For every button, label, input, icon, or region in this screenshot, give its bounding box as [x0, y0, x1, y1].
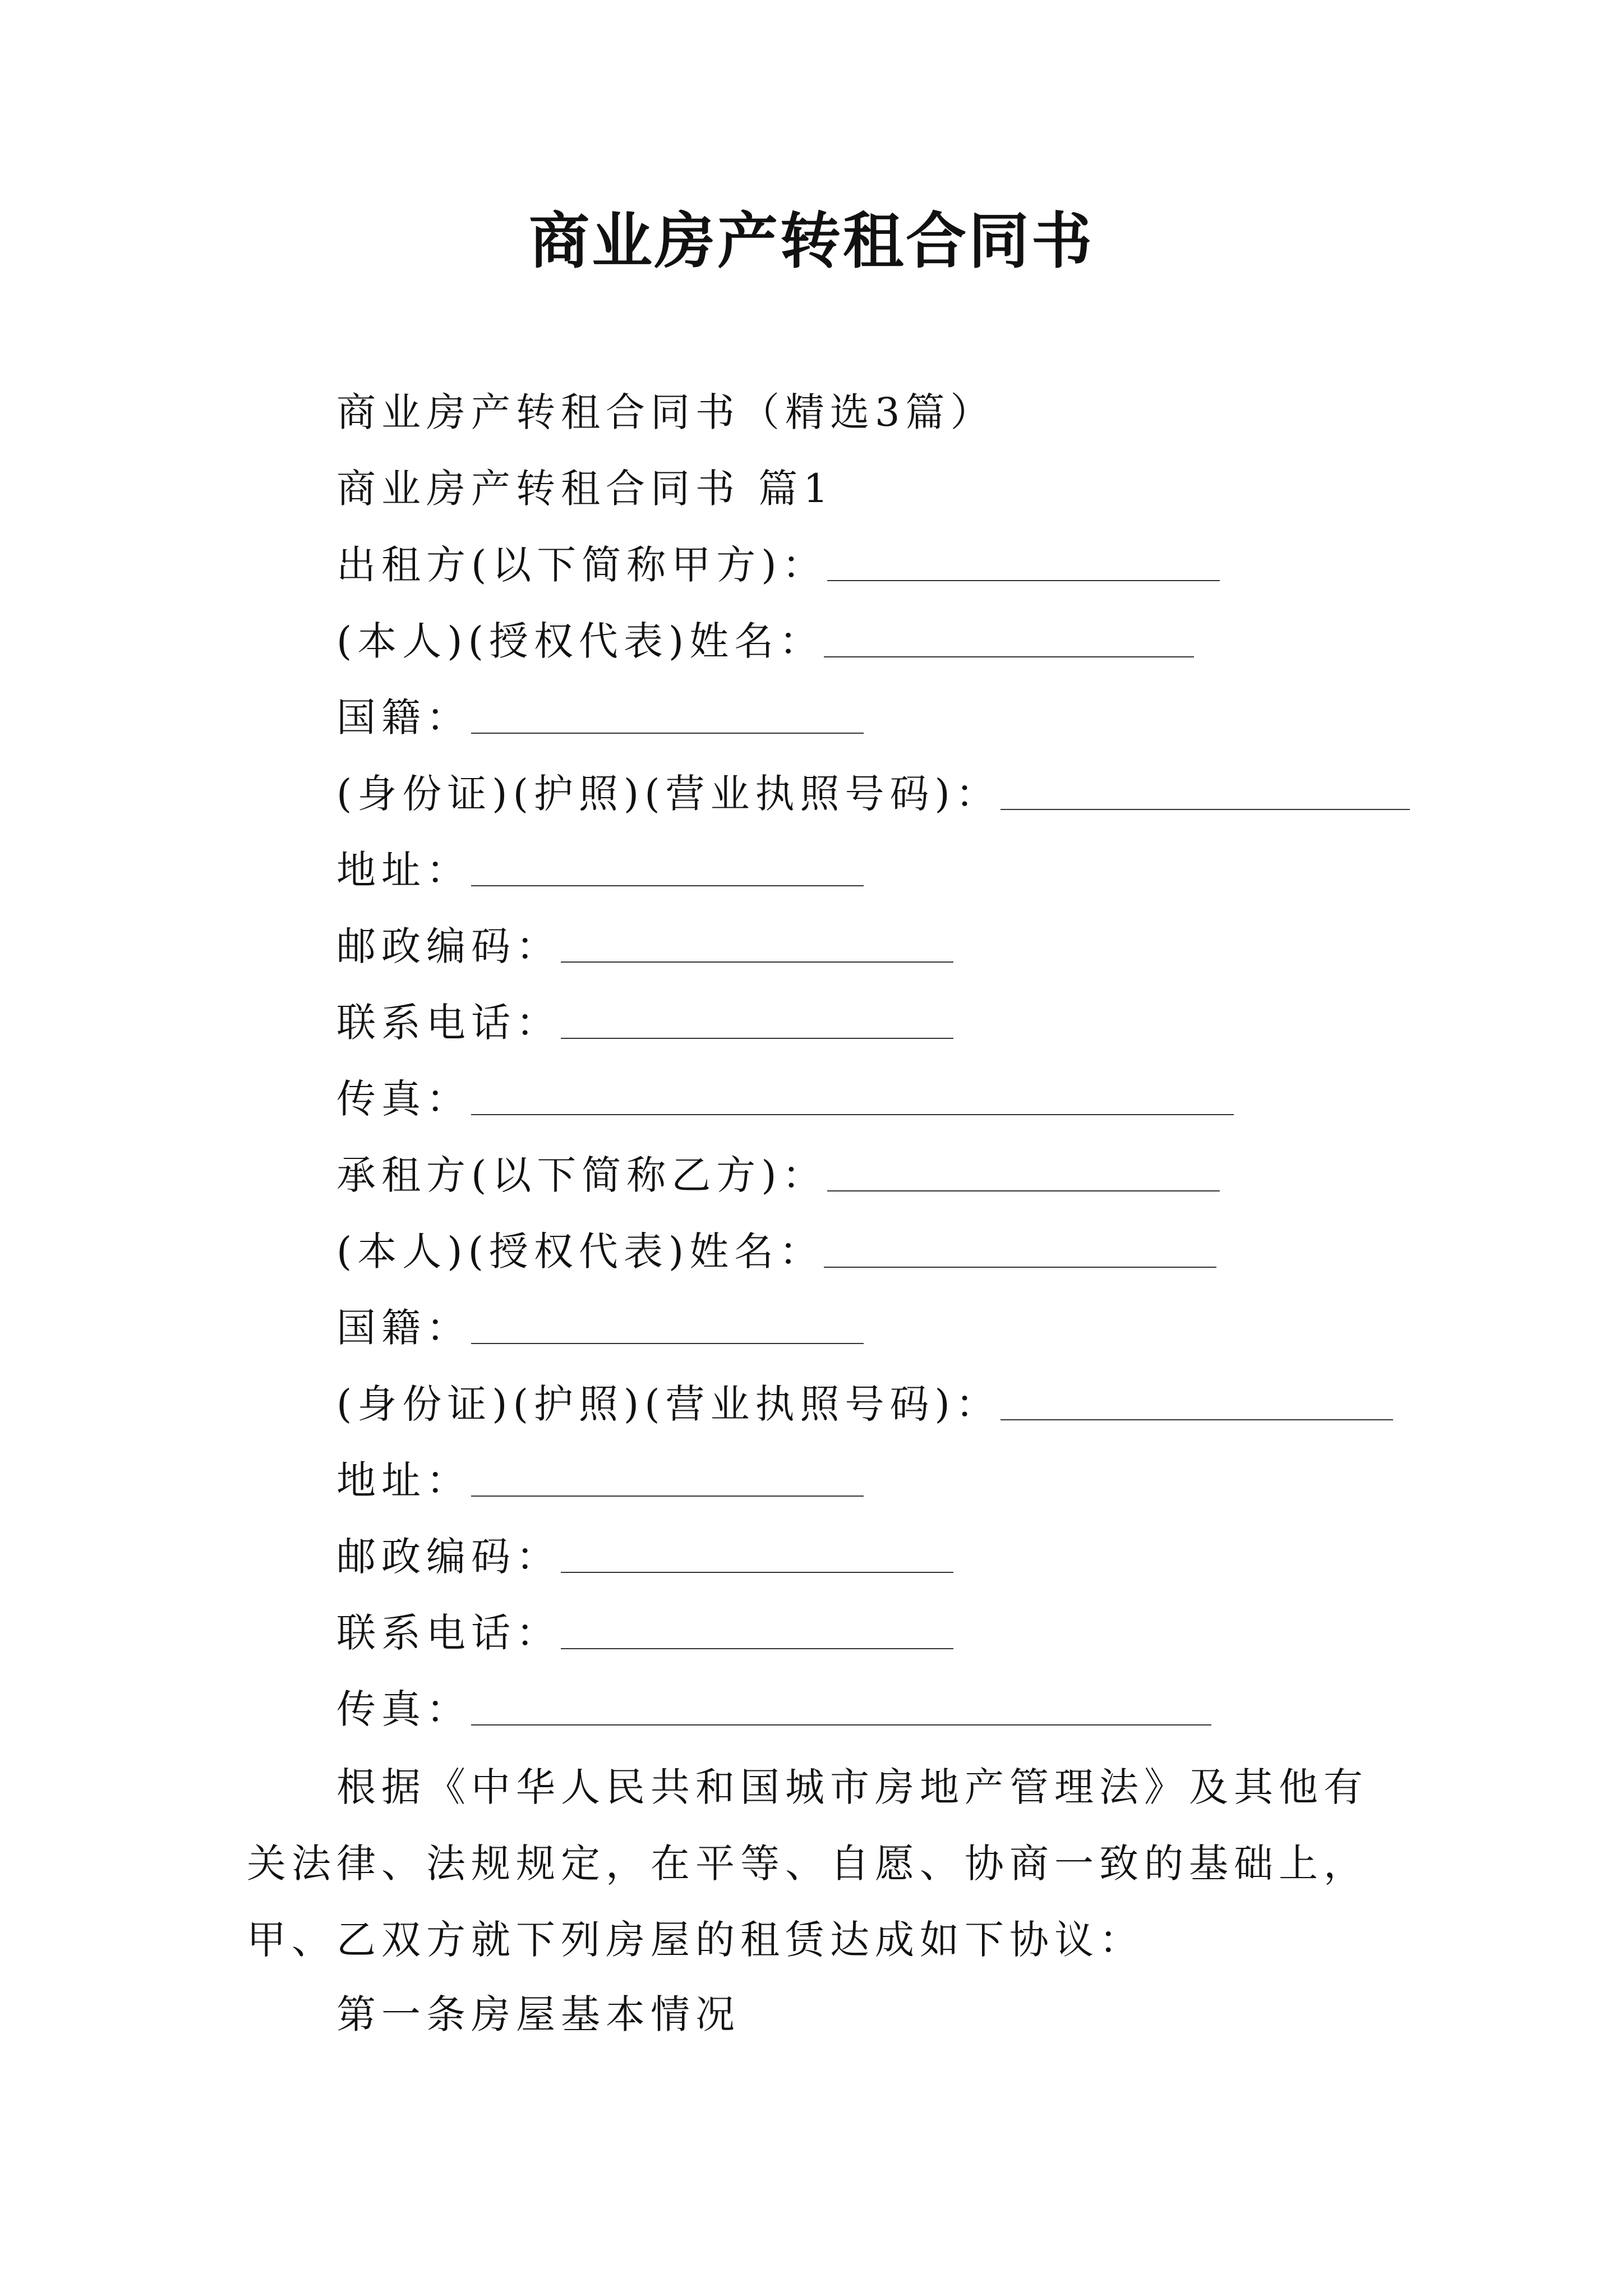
lessee-party-field [336, 1144, 1220, 1206]
lessee-party-label: 承租方(以下简称乙方)： [336, 1152, 827, 1198]
lessee-fax-blank[interactable] [471, 1724, 1211, 1726]
lessee-phone-blank[interactable] [561, 1648, 953, 1649]
lessee-fax-field [336, 1678, 1211, 1740]
lessor-phone-label: 联系电话： [336, 1000, 561, 1046]
lessee-postcode-field [336, 1526, 953, 1588]
lessor-postcode-blank[interactable] [561, 961, 953, 963]
lessee-party-blank[interactable] [827, 1190, 1220, 1191]
document-title: 商业房产转租合同书 [528, 206, 1094, 277]
lessee-postcode-blank[interactable] [561, 1572, 953, 1573]
lessor-name-blank[interactable] [824, 656, 1194, 657]
document-subtitle: 商业房产转租合同书（精选3篇） [336, 389, 995, 435]
lessee-nationality-blank[interactable] [471, 1343, 864, 1344]
lessor-nationality-field [336, 687, 864, 748]
lessor-nationality-label: 国籍： [336, 694, 471, 740]
lessee-address-field [336, 1450, 864, 1511]
lessor-id-field [336, 763, 1410, 825]
lessor-fax-field [336, 1068, 1234, 1130]
lessee-phone-field [336, 1602, 953, 1664]
lessee-address-blank[interactable] [471, 1496, 864, 1497]
lessee-phone-label: 联系电话： [336, 1610, 561, 1656]
lessee-name-blank[interactable] [824, 1267, 1216, 1268]
preamble-paragraph: 根据《中华人民共和国城市房地产管理法》及其他有关法律、法规规定，在平等、自愿、协商一致的基础上，甲、乙双方就下列房屋的租赁达成如下协议： [247, 1764, 1368, 1963]
lessor-address-label: 地址： [336, 847, 471, 893]
lessor-nationality-blank[interactable] [471, 733, 864, 734]
lessor-name-field [336, 610, 1194, 672]
lessor-name-label: (本人)(授权代表)姓名： [336, 618, 824, 664]
lessee-id-label: (身份证)(护照)(营业执照号码)： [336, 1381, 1000, 1427]
article-1-heading: 第一条房屋基本情况 [336, 1991, 740, 2037]
lessor-id-blank[interactable] [1000, 809, 1410, 810]
lessor-party-label: 出租方(以下简称甲方)： [336, 542, 827, 588]
lessee-nationality-field [336, 1297, 864, 1359]
lessor-party-blank[interactable] [827, 580, 1220, 581]
lessee-name-label: (本人)(授权代表)姓名： [336, 1228, 824, 1274]
lessor-fax-label: 传真： [336, 1076, 471, 1122]
lessor-phone-blank[interactable] [561, 1038, 953, 1039]
lessor-phone-field [336, 992, 953, 1053]
lessor-address-blank[interactable] [471, 885, 864, 886]
section-heading: 商业房产转租合同书 篇1 [336, 466, 834, 512]
lessor-postcode-label: 邮政编码： [336, 923, 561, 969]
lessor-party-field [336, 534, 1220, 596]
lessor-postcode-field [336, 915, 953, 977]
lessor-address-field [336, 839, 864, 901]
lessor-id-label: (身份证)(护照)(营业执照号码)： [336, 771, 1000, 817]
lessee-nationality-label: 国籍： [336, 1305, 471, 1351]
lessee-id-field [336, 1373, 1393, 1435]
lessee-name-field [336, 1221, 1216, 1282]
lessee-address-label: 地址： [336, 1457, 471, 1503]
lessee-id-blank[interactable] [1000, 1419, 1393, 1420]
lessee-postcode-label: 邮政编码： [336, 1534, 561, 1580]
lessor-fax-blank[interactable] [471, 1114, 1234, 1115]
lessee-fax-label: 传真： [336, 1686, 471, 1732]
